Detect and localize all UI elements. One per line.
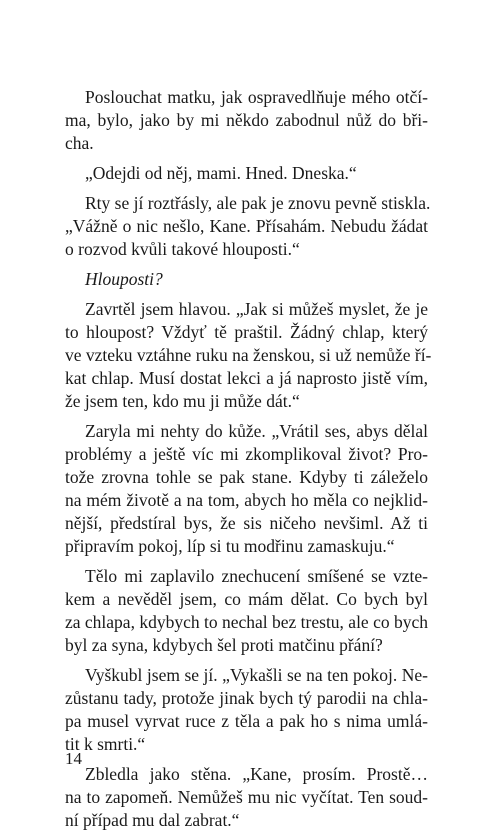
page-number: 14 (65, 749, 82, 768)
text-line: Vyškubl jsem se jí. „Vykašli se na ten pokoj. Ne- (85, 665, 428, 685)
text-line: o rozvod kvůli takové hlouposti.“ (65, 239, 300, 259)
text-line: ve vzteku vztáhne ruku na ženskou, si už nemůže ří- (65, 345, 432, 365)
text-line: Poslouchat matku, jak ospravedlňuje mého otčí- (85, 87, 428, 107)
text-line: kem a nevěděl jsem, co mám dělat. Co bych byl (65, 589, 428, 609)
paragraph (65, 664, 428, 756)
body-text (65, 86, 432, 839)
text-line: „Vážně o nic nešlo, Kane. Přísahám. Nebudu žádat (65, 216, 428, 236)
paragraph (65, 162, 428, 185)
text-line: připravím pokoj, líp si tu modřinu zamaskuju.“ (65, 536, 395, 556)
text-line: na to zapomeň. Nemůžeš mu nic vyčítat. Ten soud- (65, 787, 428, 807)
paragraph (65, 763, 428, 832)
text-line: „Odejdi od něj, mami. Hned. Dneska.“ (85, 163, 357, 183)
paragraph (65, 192, 431, 261)
text-line: cha. (65, 133, 94, 153)
text-line: na mém životě a na tom, abych ho měla co nejklid- (65, 490, 428, 510)
text-line: problémy a ještě víc mi zkomplikoval život? Pro- (65, 444, 428, 464)
text-line: Tělo mi zaplavilo znechucení smíšené se vzte- (85, 566, 428, 586)
text-line: Rty se jí roztřásly, ale pak je znovu pevně stiskla. (85, 193, 431, 213)
text-line: Zaryla mi nehty do kůže. „Vrátil ses, abys dělal (85, 421, 428, 441)
text-line: kat chlap. Musí dostat lekci a já naprosto jistě vím, (65, 368, 428, 388)
text-line: Hlouposti? (85, 269, 163, 289)
text-line: pa musel vyrvat ruce z těla a pak ho s nima umlá- (65, 711, 428, 731)
text-line: ma, bylo, jako by mi někdo zabodnul nůž do bři- (65, 110, 428, 130)
text-line: Zavrtěl jsem hlavou. „Jak si můžeš myslet, že je (85, 299, 428, 319)
paragraph (65, 420, 428, 558)
text-line: to hloupost? Vždyť tě praštil. Žádný chlap, který (65, 322, 428, 342)
text-line: Zbledla jako stěna. „Kane, prosím. Prostě… (85, 764, 428, 784)
paragraph (65, 86, 428, 155)
paragraph (65, 565, 428, 657)
text-line: tit k smrti.“ (65, 734, 146, 754)
text-line: byl za syna, kdybych šel proti matčinu přání? (65, 635, 383, 655)
text-line: nější, předstíral bys, že sis ničeho nevšiml. Až ti (65, 513, 428, 533)
text-line: že jsem ten, kdo mu ji může dát.“ (65, 391, 300, 411)
text-line: za chlapa, kdybych to nechal bez trestu, ale co bych (65, 612, 428, 632)
paragraph (65, 298, 432, 413)
text-line: zůstanu tady, protože jinak bych tý parodii na chla- (65, 688, 428, 708)
text-line: tože zrovna tohle se pak stane. Kdyby ti záleželo (65, 467, 428, 487)
text-line: ní případ mu dal zabrat.“ (65, 810, 240, 830)
paragraph (65, 268, 428, 291)
